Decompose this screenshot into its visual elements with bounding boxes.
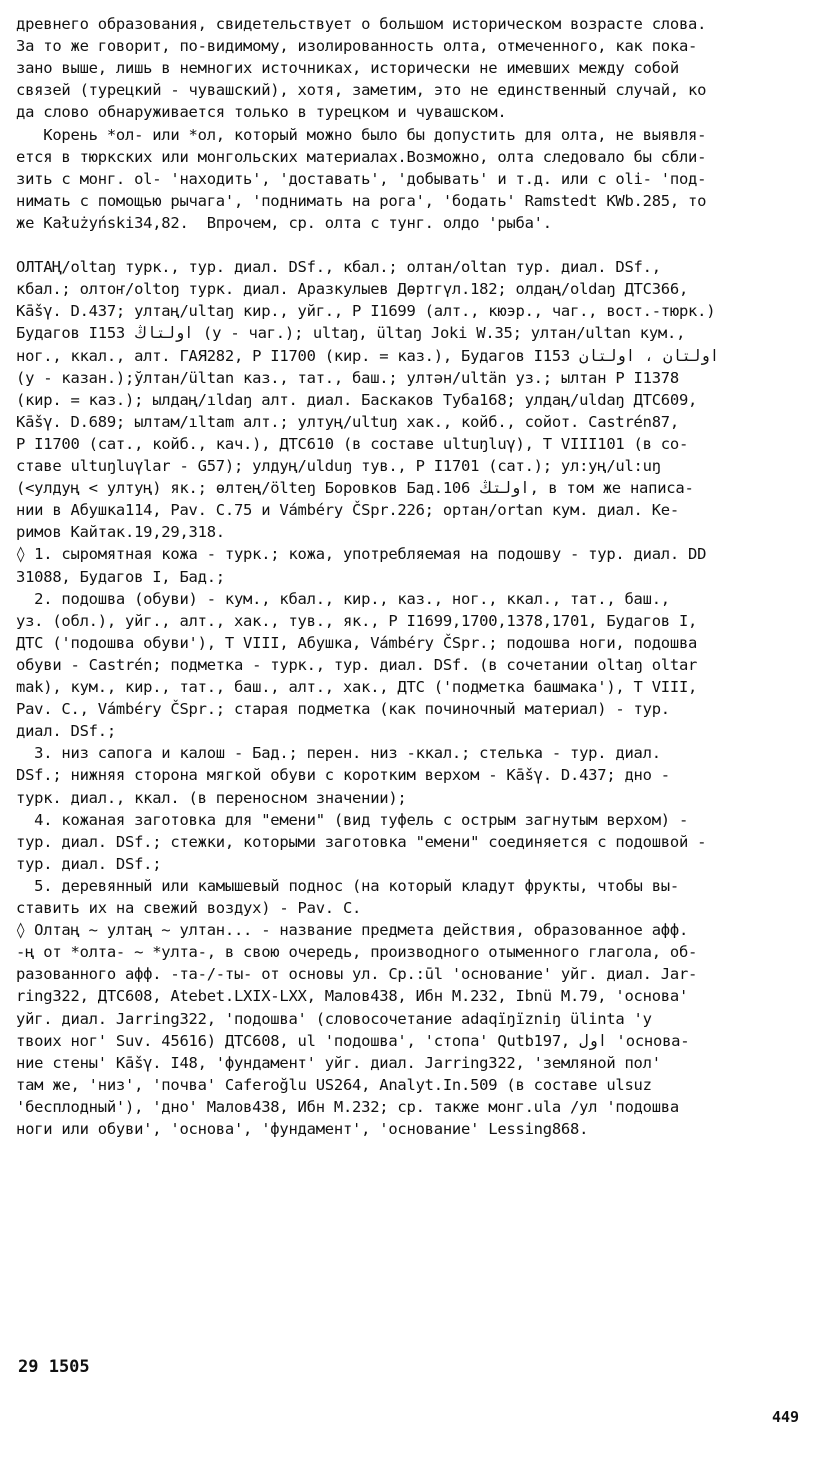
text-line: связей (турецкий - чувашский), хотя, заметим, это не единственный случай, ко [16,81,707,100]
text-line: (кир. = каз.); ылдаң/ıldaŋ алт. диал. Баскаков Туба168; улдаң/uldaŋ ДТС609, [16,390,698,409]
text-line: ноги или обуви', 'основа', 'фундамент', 'основание' Lessing868. [16,1120,589,1138]
text-line: древнего образования, свидетельствует о большом историческом возрасте слова. [16,15,707,33]
text-line: твоих ног' Suv. 45616) ДТС608, ul 'подошва', 'стопа' Qutb197, اول 'основа- [16,1031,690,1050]
text-line: ется в тюркских или монгольских материалах.Возможно, олта следовало бы сбли- [16,147,707,166]
text-line: 3. низ сапога и калош - Бад.; перен. низ -ккал.; стелька - тур. диал. [16,744,661,763]
text-line: ставить их на свежий воздух) - Pav. C. [16,899,362,917]
text-line: 2. подошва (обуви) - кум., кбал., кир., каз., ног., ккал., тат., баш., [16,589,670,608]
text-line: 5. деревянный или камышевый поднос (на который кладут фрукты, чтобы вы- [16,876,679,895]
text-line: обуви - Castrén; подметка - турк., тур. диал. DSf. (в сочетании oltaŋ oltar [16,655,698,674]
text-line: ДТС ('подошва обуви'), Т VIII, Абушка, Vámbéry ČSpr.; подошва ноги, подошва [16,633,698,652]
text-line: Р I1700 (сат., койб., кач.), ДТС610 (в составе ultuŋluγ), Т VIII101 (в со- [16,434,689,453]
text-line: Корень *ол- или *ол, который можно было бы допустить для олта, не выявля- [16,125,707,144]
text-line: Kāšγ. D.689; ылтам/ıltam алт.; ултуң/ultuŋ хак., койб., сойот. Castrén87, [16,412,679,431]
text-line: Будагов I153 اولتاڭ (у - чаг.); ultaŋ, ültaŋ Joki W.35; ултан/ultan кум., [16,324,686,343]
printer-signature: 29 1505 [18,1357,90,1377]
text-line: ◊ 1. сыромятная кожа - турк.; кожа, употребляемая на подошву - тур. диал. DD [16,545,707,564]
text-line: нии в Абушка114, Pav. C.75 и Vámbéry ČSpr.226; ортан/ortan кум. диал. Ке- [16,501,679,520]
text-line: тур. диал. DSf.; стежки, которыми заготовка "емени" соединяется с подошвой - [16,832,707,851]
text-line: зано выше, лишь в немногих источниках, исторически не имевших между собой [16,59,679,78]
text-line: 31088, Будагов I, Бад.; [16,567,225,586]
text-line: уйг. диал. Jarring322, 'подошва' (словосочетание adaqïŋïzniŋ ülinta 'у [16,1009,652,1028]
text-line: там же, 'низ', 'почва' Caferoğlu US264, Analyt.In.509 (в составе ulsuz [16,1075,652,1094]
text-line: турк. диал., ккал. (в переносном значении); [16,788,407,807]
text-line: нимать с помощью рычага', 'поднимать на рога', 'бодать' Ramstedt KWb.285, то [16,191,707,210]
text-line: диал. DSf.; [16,722,116,741]
text-line: mak), кум., кир., тат., баш., алт., хак., ДТС ('подметка башмака'), Т VIII, [16,678,698,696]
text-line: же Kałużyński34,82. Впрочем, ср. олта с тунг. олдо 'рыба'. [16,213,552,232]
text-line: DSf.; нижняя сторона мягкой обуви с коротким верхом - Kāšγ. D.437; дно - [16,766,670,785]
text-line: зить с монг. ol- 'находить', 'доставать', 'добывать' и т.д. или с oli- 'под- [16,169,707,188]
text-line: ◊ Олтаң ~ ултаң ~ ултан... - название предмета действия, образованное афф. [16,921,689,940]
text-line: ставе ultuŋluγlar - G57); улдуң/ulduŋ тув., Р I1701 (сат.); ул:уң/ul:uŋ [16,457,661,475]
text-line: 'бесплодный'), 'дно' Малов438, Ибн М.232; ср. также монг.ula /ул 'подошва [16,1097,679,1116]
text-line: ОЛТАҢ/oltaŋ турк., тур. диал. DSf., кбал.; олтан/oltan тур. диал. DSf., [16,258,661,277]
text-line: (у - казан.);ўлтан/ültan каз., тат., баш.; ултән/ultän уз.; ылтан Р I1378 [16,368,679,387]
text-line: (<улдуң < ултуң) як.; өлтең/ölteŋ Боровков Бад.106 اولتڭ, в том же написа- [16,479,694,498]
text-line: римов Кайтак.19,29,318. [16,523,225,542]
text-line: да слово обнаруживается только в турецком и чувашском. [16,103,507,122]
text-line: За то же говорит, по-видимому, изолированность олта, отмеченного, как пока- [16,37,698,56]
text-line: уз. (обл.), уйг., алт., хак., тув., як., Р I1699,1700,1378,1701, Будагов I, [16,611,698,630]
page-number: 449 [772,1408,800,1426]
text-line: 4. кожаная заготовка для "емени" (вид туфель с острым загнутым верхом) - [16,810,689,829]
text-line: -ң от *олта- ~ *улта-, в свою очередь, производного отыменного глагола, об- [16,943,698,962]
text-line: кбал.; олтоҥ/oltoŋ турк. диал. Аразкулыев Дөртгүл.182; олдаң/oldaŋ ДТС366, [16,280,689,299]
text-line: ring322, ДТС608, Atebet.LXIX-LXX, Малов438, Ибн М.232, Ibnü M.79, 'основа' [16,987,689,1006]
text-line: Kāšγ. D.437; ултаң/ultaŋ кир., уйг., Р I1699 (алт., кюэр., чаг., вост.-тюрк.) [16,302,716,321]
text-line: тур. диал. DSf.; [16,854,162,873]
text-line: ног., ккал., алт. ГАЯ282, Р I1700 (кир. = каз.), Будагов I153 اولتان ، اولتان [16,346,720,365]
text-line: разованного афф. -та-/-ты- от основы ул. Ср.:ūl 'основание' уйг. диал. Jar- [16,965,698,984]
text-line: ние стены' Kāšγ. I48, 'фундамент' уйг. диал. Jarring322, 'земляной пол' [16,1053,661,1072]
text-line: Pav. C., Vámbéry ČSpr.; старая подметка (как починочный материал) - тур. [16,700,670,719]
